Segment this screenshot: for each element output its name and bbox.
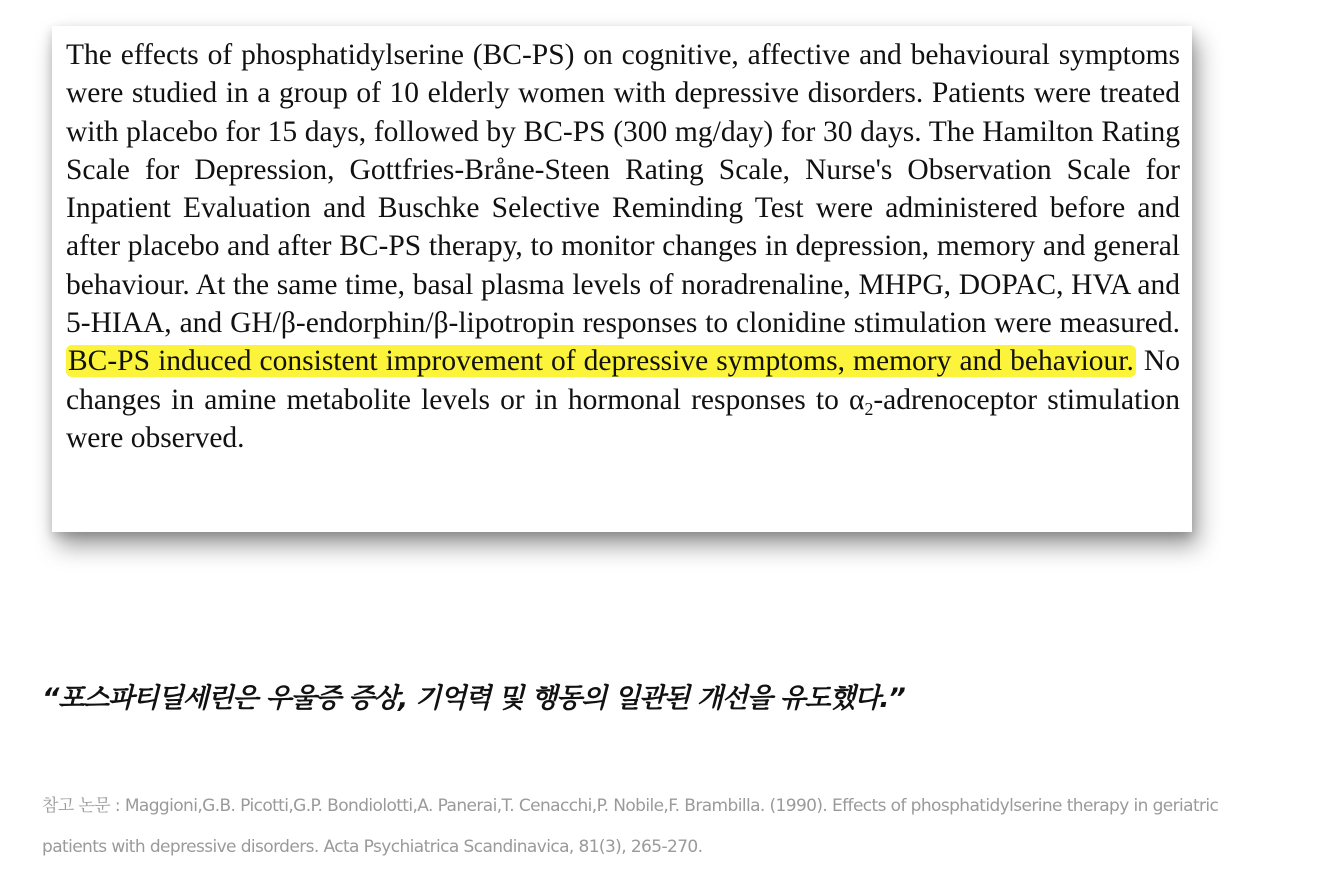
abstract-text-after: No changes in amine metabolite levels or in hormonal responses to α xyxy=(66,345,1180,416)
alpha-subscript: 2 xyxy=(864,398,874,419)
abstract-text xyxy=(66,36,1180,457)
abstract-card xyxy=(52,26,1192,532)
reference-citation: 참고 논문 : Maggioni,G.B. Picotti,G.P. Bondiolotti,A. Panerai,T. Cenacchi,P. Nobile,F. Brambilla. (1990). Effects of phosphatidylserine therapy in geriatric patients with depressive disorders. Acta Psychiatrica Scandinavica, 81(3), 265-270. xyxy=(42,796,1219,857)
korean-quote: “포스파티딜세린은 우울증 증상, 기억력 및 행동의 일관된 개선을 유도했다.” xyxy=(42,683,905,714)
abstract-text-before: The effects of phosphatidylserine (BC-PS) on cognitive, affective and behavioural symptoms were studied in a group of 10 elderly women with depressive disorders. Patients were treated with placebo for 15 days, followed by BC-PS (300 mg/day) for 30 days. The Hamilton Rating Scale for Depression, Gottfries-Bråne-Steen Rating Scale, Nurse's Observation Scale for Inpatient Evaluation and Buschke Selective Reminding Test were administered before and after placebo and after BC-PS therapy, to monitor changes in depression, memory and general behaviour. At the same time, basal plasma levels of noradrenaline, MHPG, DOPAC, HVA and 5-HIAA, and GH/β-endorphin/β-lipotropin responses to clonidine stimulation were measured. xyxy=(66,39,1180,340)
abstract-highlight: BC-PS induced consistent improvement of depressive symptoms, memory and behaviour. xyxy=(68,345,1134,378)
abstract-text-end: -adrenoceptor stimulation were observed. xyxy=(66,383,1180,454)
